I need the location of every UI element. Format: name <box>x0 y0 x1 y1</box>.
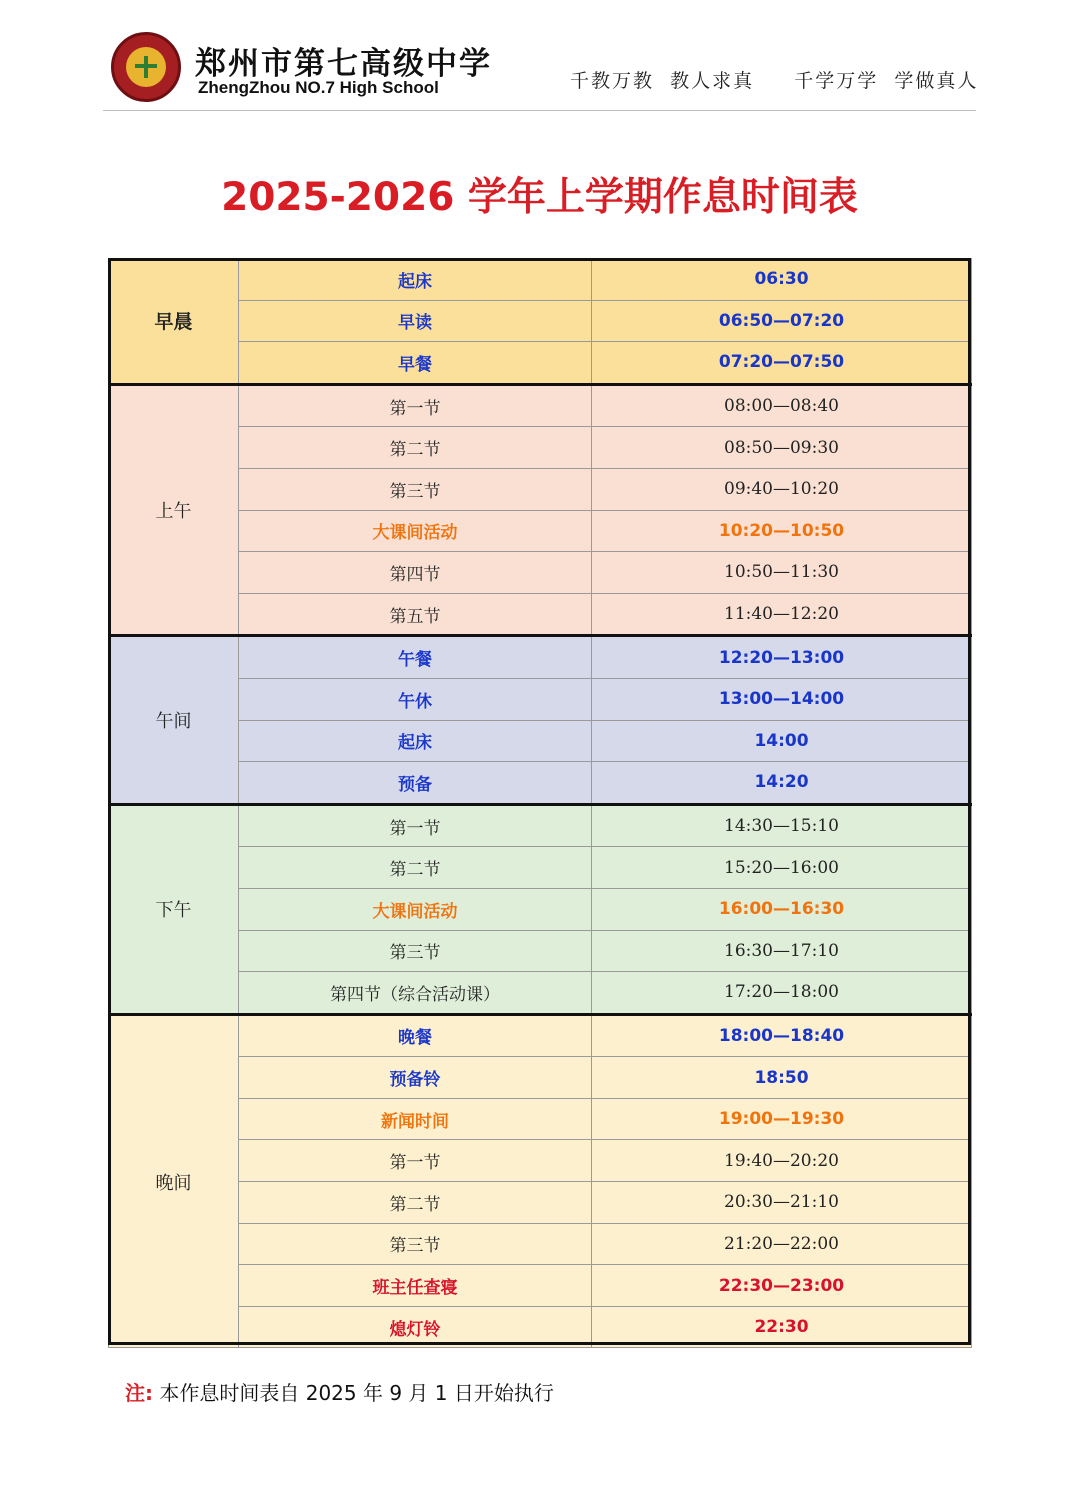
logo-cross-icon <box>135 56 157 78</box>
schedule-row <box>109 259 972 301</box>
schedule-row <box>109 1223 972 1265</box>
school-name-cn: 郑州市第七高级中学 <box>195 46 492 82</box>
schedule-row <box>109 636 972 679</box>
schedule-row <box>109 1098 972 1140</box>
activity-cell: 班主任查寝 <box>239 1265 592 1307</box>
schedule-row <box>109 552 972 594</box>
activity-cell: 预备铃 <box>239 1057 592 1099</box>
activity-cell: 早读 <box>239 300 592 342</box>
footnote-text: 本作息时间表自 2025 年 9 月 1 日开始执行 <box>159 1381 554 1405</box>
activity-cell: 午休 <box>239 678 592 720</box>
schedule-row <box>109 1057 972 1099</box>
activity-cell: 第四节（综合活动课） <box>239 972 592 1015</box>
schedule-row <box>109 720 972 762</box>
activity-cell: 第二节 <box>239 1182 592 1224</box>
time-cell: 18:50 <box>592 1057 972 1099</box>
activity-cell: 第二节 <box>239 847 592 889</box>
period-label: 晚间 <box>109 1014 239 1348</box>
time-cell: 12:20—13:00 <box>592 636 972 679</box>
time-cell: 21:20—22:00 <box>592 1223 972 1265</box>
schedule-row <box>109 1265 972 1307</box>
schedule-row <box>109 427 972 469</box>
schedule-row <box>109 1140 972 1182</box>
activity-cell: 预备 <box>239 762 592 805</box>
schedule-row <box>109 847 972 889</box>
page-title: 2025-2026 学年上学期作息时间表 <box>221 175 858 220</box>
footnote-label: 注: <box>125 1381 153 1405</box>
schedule-row <box>109 1014 972 1057</box>
schedule-row <box>109 510 972 552</box>
schedule-row <box>109 972 972 1015</box>
schedule-row <box>109 930 972 972</box>
schedule-row <box>109 762 972 805</box>
time-cell: 09:40—10:20 <box>592 468 972 510</box>
time-cell: 17:20—18:00 <box>592 972 972 1015</box>
time-cell: 14:30—15:10 <box>592 804 972 847</box>
time-cell: 16:00—16:30 <box>592 888 972 930</box>
activity-cell: 起床 <box>239 720 592 762</box>
time-cell: 14:20 <box>592 762 972 805</box>
activity-cell: 午餐 <box>239 636 592 679</box>
activity-cell: 第三节 <box>239 930 592 972</box>
school-motto: 千教万教 教人求真 千学万学 学做真人 <box>570 70 979 92</box>
time-cell: 08:00—08:40 <box>592 384 972 427</box>
activity-cell: 第三节 <box>239 1223 592 1265</box>
time-cell: 07:20—07:50 <box>592 342 972 385</box>
schedule-row <box>109 468 972 510</box>
activity-cell: 早餐 <box>239 342 592 385</box>
period-label: 下午 <box>109 804 239 1014</box>
activity-cell: 第三节 <box>239 468 592 510</box>
time-cell: 06:50—07:20 <box>592 300 972 342</box>
time-cell: 19:40—20:20 <box>592 1140 972 1182</box>
school-name-en: ZhengZhou NO.7 High School <box>198 78 439 97</box>
activity-cell: 大课间活动 <box>239 510 592 552</box>
time-cell: 22:30—23:00 <box>592 1265 972 1307</box>
schedule-row <box>109 888 972 930</box>
activity-cell: 第一节 <box>239 384 592 427</box>
period-label: 早晨 <box>109 259 239 385</box>
time-cell: 11:40—12:20 <box>592 593 972 636</box>
schedule-row <box>109 342 972 385</box>
time-cell: 08:50—09:30 <box>592 427 972 469</box>
school-logo <box>111 32 181 102</box>
activity-cell: 第五节 <box>239 593 592 636</box>
time-cell: 14:00 <box>592 720 972 762</box>
activity-cell: 起床 <box>239 259 592 301</box>
period-label: 上午 <box>109 384 239 636</box>
time-cell: 16:30—17:10 <box>592 930 972 972</box>
time-cell: 10:20—10:50 <box>592 510 972 552</box>
activity-cell: 大课间活动 <box>239 888 592 930</box>
schedule-row <box>109 384 972 427</box>
time-cell: 18:00—18:40 <box>592 1014 972 1057</box>
schedule-row <box>109 1182 972 1224</box>
page-header <box>103 30 979 110</box>
schedule-row <box>109 1306 972 1348</box>
schedule-row <box>109 300 972 342</box>
footnote <box>125 1377 554 1406</box>
header-divider <box>103 110 976 111</box>
activity-cell: 第四节 <box>239 552 592 594</box>
time-cell: 10:50—11:30 <box>592 552 972 594</box>
time-cell: 15:20—16:00 <box>592 847 972 889</box>
schedule-body <box>109 259 972 1348</box>
activity-cell: 第一节 <box>239 1140 592 1182</box>
schedule-row <box>109 593 972 636</box>
time-cell: 06:30 <box>592 259 972 301</box>
schedule-table <box>108 258 972 1348</box>
activity-cell: 晚餐 <box>239 1014 592 1057</box>
activity-cell: 第一节 <box>239 804 592 847</box>
logo-emblem <box>126 47 166 87</box>
time-cell: 22:30 <box>592 1306 972 1348</box>
time-cell: 19:00—19:30 <box>592 1098 972 1140</box>
activity-cell: 第二节 <box>239 427 592 469</box>
time-cell: 13:00—14:00 <box>592 678 972 720</box>
schedule-row <box>109 678 972 720</box>
schedule-row <box>109 804 972 847</box>
period-label: 午间 <box>109 636 239 804</box>
activity-cell: 熄灯铃 <box>239 1306 592 1348</box>
activity-cell: 新闻时间 <box>239 1098 592 1140</box>
time-cell: 20:30—21:10 <box>592 1182 972 1224</box>
